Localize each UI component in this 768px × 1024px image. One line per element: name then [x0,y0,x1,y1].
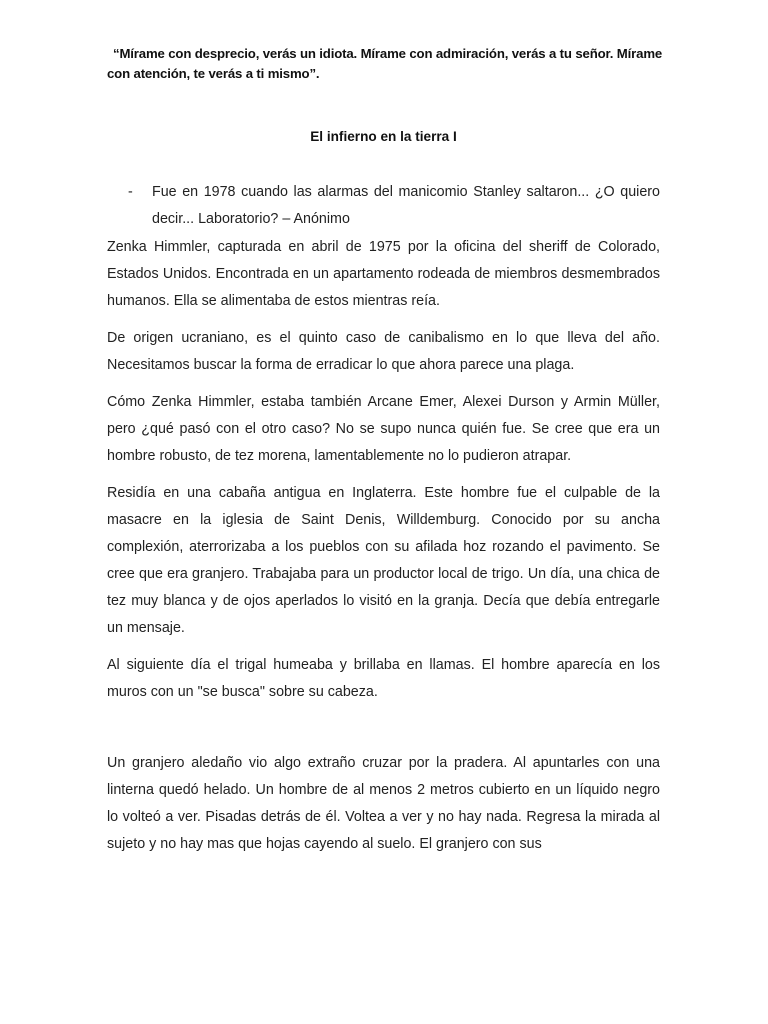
bullet-item [107,179,660,233]
paragraph: De origen ucraniano, es el quinto caso de canibalismo en lo que lleva del año. Necesitamos buscar la forma de erradicar lo que ahora parece una plaga. [107,330,660,373]
paragraph: Zenka Himmler, capturada en abril de 1975 por la oficina del sheriff de Colorado, Estados Unidos. Encontrada en un apartamento rodeada de miembros desmembrados humanos. Ella se alimentaba de estos mientras reía. [107,239,660,309]
paragraph: Un granjero aledaño vio algo extraño cruzar por la pradera. Al apuntarles con una linterna quedó helado. Un hombre de al menos 2 metros cubierto en un líquido negro lo volteó a ver. Pisadas detrás de él. Voltea a ver y no hay nada. Regresa la mirada al sujeto y no hay mas que hojas cayendo al suelo. El granjero con sus [107,755,660,852]
paragraph: Residía en una cabaña antigua en Inglaterra. Este hombre fue el culpable de la masacre en la iglesia de Saint Denis, Willdemburg. Conocido por su ancha complexión, aterrorizaba a los pueblos con su afilada hoz rozando el pavimento. Se cree que era granjero. Trabajaba para un productor local de trigo. Un día, una chica de tez muy blanca y de ojos aperlados lo visitó en la granja. Decía que debía entregarle un mensaje. [107,485,660,636]
bullet-marker: - [128,184,133,200]
paragraph: Cómo Zenka Himmler, estaba también Arcane Emer, Alexei Durson y Armin Müller, pero ¿qué pasó con el otro caso? No se supo nunca quién fue. Se cree que era un hombre robusto, de tez morena, lamentablemente no lo pudieron atrapar. [107,394,660,464]
chapter-title: El infierno en la tierra I [310,129,457,144]
epigraph-quote: “Mírame con desprecio, verás un idiota. Mírame con admiración, verás a tu señor. Mírame con atención, te verás a ti mismo”. [107,46,663,81]
body-text [107,234,660,868]
bullet-text: Fue en 1978 cuando las alarmas del manicomio Stanley saltaron... ¿O quiero decir... Laboratorio? – Anónimo [152,184,660,227]
paragraph: Al siguiente día el trigal humeaba y brillaba en llamas. El hombre aparecía en los muros con un "se busca" sobre su cabeza. [107,657,660,700]
